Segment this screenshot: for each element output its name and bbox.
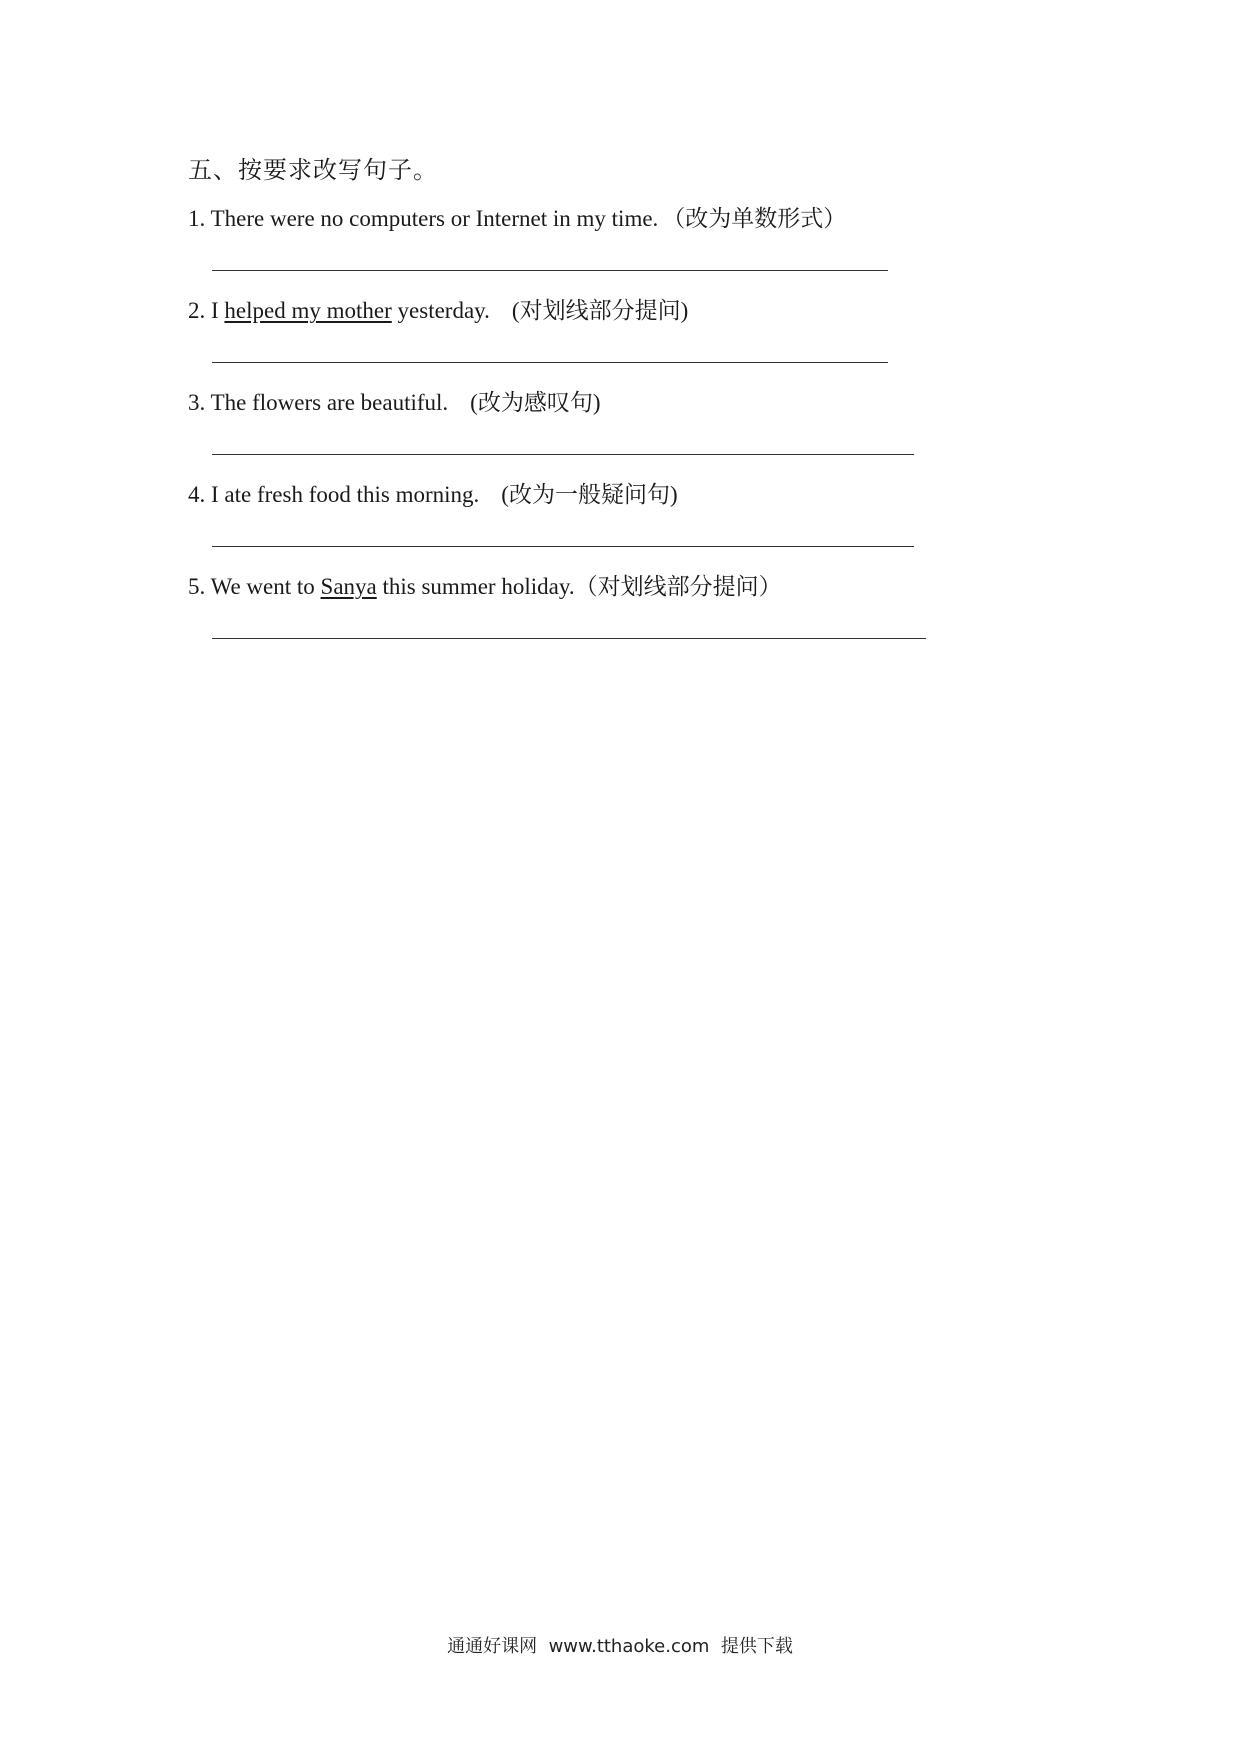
question-number: 3.: [188, 390, 206, 415]
question-instruction: (对划线部分提问): [511, 298, 689, 323]
question-text: There were no computers or Internet in my time.: [210, 206, 659, 231]
section-title: 五、按要求改写句子。: [188, 158, 438, 184]
underlined-phrase: Sanya: [320, 574, 377, 599]
question-number: 2.: [188, 298, 206, 323]
question-text-pre: We went to: [210, 574, 315, 599]
answer-line-3[interactable]: [212, 454, 914, 455]
question-instruction: (改为感叹句): [470, 390, 601, 415]
question-text-pre: I: [211, 298, 219, 323]
question-text-post: this summer holiday.: [382, 574, 575, 599]
question-text: I ate fresh food this morning.: [211, 482, 480, 507]
question-1: [188, 200, 846, 233]
question-text-post: yesterday.: [397, 298, 490, 323]
answer-line-2[interactable]: [212, 362, 888, 363]
question-3: [188, 384, 600, 417]
question-number: 4.: [188, 482, 206, 507]
question-5: [188, 568, 782, 601]
question-instruction: （对划线部分提问）: [574, 574, 782, 599]
underlined-phrase: helped my mother: [224, 298, 392, 323]
question-instruction: (改为一般疑问句): [501, 482, 678, 507]
question-text: The flowers are beautiful.: [210, 390, 449, 415]
answer-line-4[interactable]: [212, 546, 914, 547]
question-number: 1.: [188, 206, 206, 231]
question-number: 5.: [188, 574, 206, 599]
footer-source-text: 通通好课网 www.tthaoke.com 提供下载: [447, 1636, 793, 1657]
answer-line-5[interactable]: [212, 638, 926, 639]
question-4: [188, 476, 678, 509]
question-2: [188, 292, 688, 325]
question-instruction: （改为单数形式）: [662, 206, 847, 231]
answer-line-1[interactable]: [212, 270, 888, 271]
